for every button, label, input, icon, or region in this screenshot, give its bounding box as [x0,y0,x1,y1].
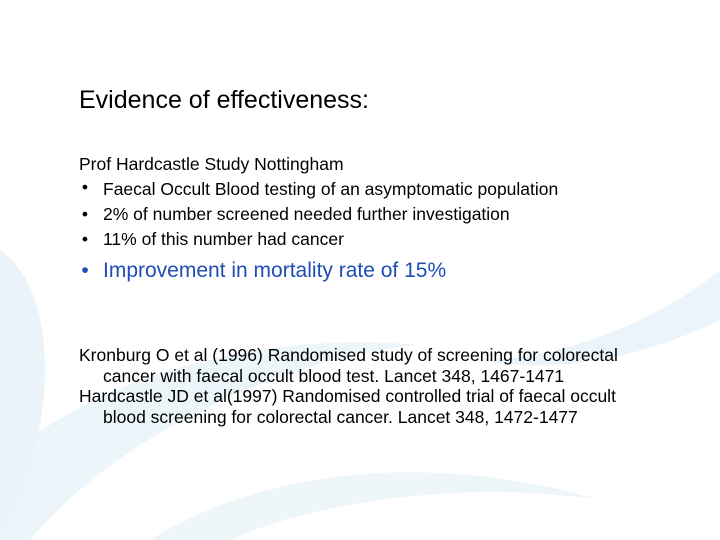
bullet-marker: • [81,259,89,282]
bullet-marker: • [81,204,89,224]
references [79,345,649,427]
reference-item: Hardcastle JD et al(1997) Randomised controlled trial of faecal occult blood screening for colorectal cancer. Lancet 348, 1472-1477 [79,386,616,427]
finding-item [79,177,603,202]
swirl-bottom [150,472,600,540]
finding-text: Faecal Occult Blood testing of an asymptomatic population [103,179,559,199]
study-name: Prof Hardcastle Study Nottingham [79,154,344,174]
key-result [79,256,639,286]
finding-list [79,177,639,252]
study-summary [79,152,639,286]
finding-item [79,227,639,252]
slide-title: Evidence of effectiveness: [79,86,369,114]
finding-text: 11% of this number had cancer [103,229,344,249]
bullet-marker: • [81,229,89,249]
finding-item [79,202,639,227]
bullet-marker: • [81,177,89,197]
finding-text: 2% of number screened needed further investigation [103,204,510,224]
reference-item: Kronburg O et al (1996) Randomised study of screening for colorectal cancer with faecal occult blood test. Lancet 348, 1467-1471 [79,345,618,386]
key-result-text: Improvement in mortality rate of 15% [103,259,447,282]
